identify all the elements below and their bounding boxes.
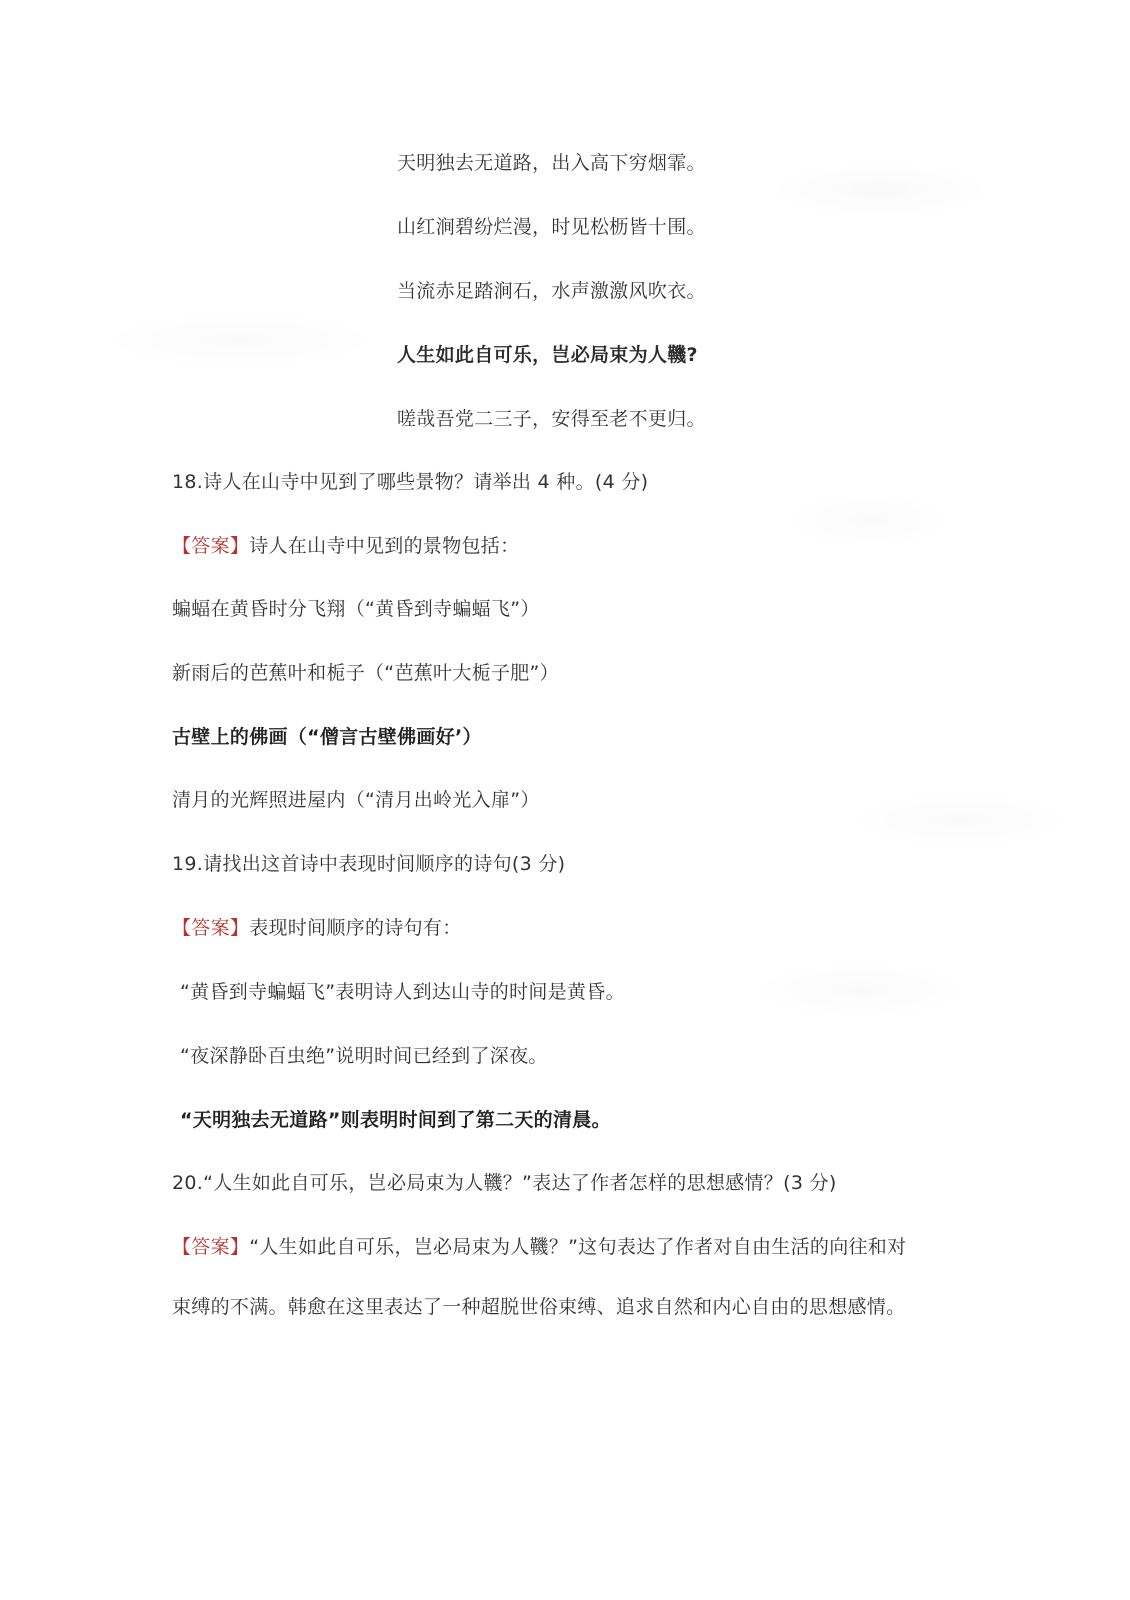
answer-text: 诗人在山寺中见到的景物包括： <box>249 535 520 557</box>
answer-tag: 【答案】 <box>172 917 250 939</box>
answer-18-item: 蝙蝠在黄昏时分飞翔（“黄昏到寺蝙蝠飞”） <box>172 598 540 620</box>
question-18: 18.诗人在山寺中见到了哪些景物？请举出 4 种。(4 分) <box>172 471 649 493</box>
poem-line: 人生如此自可乐，岂必局束为人鞿? <box>397 344 698 366</box>
answer-19-intro <box>172 915 462 941</box>
answer-text: 表现时间顺序的诗句有： <box>249 917 462 939</box>
answer-tag: 【答案】 <box>172 1236 250 1258</box>
poem-line: 天明独去无道路，出入高下穷烟霏。 <box>397 152 706 174</box>
answer-tag: 【答案】 <box>172 535 250 557</box>
answer-18-intro <box>172 533 519 559</box>
answer-18-item: 新雨后的芭蕉叶和栀子（“芭蕉叶大栀子肥”） <box>172 662 559 684</box>
question-19: 19.请找出这首诗中表现时间顺序的诗句(3 分) <box>172 853 566 875</box>
question-20: 20.“人生如此自可乐，岂必局束为人鞿？”表达了作者怎样的思想感情？(3 分) <box>172 1172 837 1194</box>
answer-20-line1 <box>172 1234 906 1260</box>
poem-line: 当流赤足踏涧石，水声激激风吹衣。 <box>397 280 706 302</box>
answer-text: “人生如此自可乐，岂必局束为人鞿？”这句表达了作者对自由生活的向往和对 <box>249 1236 907 1258</box>
answer-19-item: “夜深静卧百虫绝”说明时间已经到了深夜。 <box>180 1045 548 1067</box>
answer-19-item: “黄昏到寺蝙蝠飞”表明诗人到达山寺的时间是黄昏。 <box>180 981 625 1003</box>
answer-18-item: 古壁上的佛画（“僧言古壁佛画好’） <box>172 726 482 748</box>
answer-20-line2: 束缚的不满。韩愈在这里表达了一种超脱世俗束缚、追求自然和内心自由的思想感情。 <box>172 1296 906 1318</box>
answer-19-item: “天明独去无道路”则表明时间到了第二天的清晨。 <box>180 1109 611 1131</box>
poem-line: 山红涧碧纷烂漫，时见松枥皆十围。 <box>397 216 706 238</box>
answer-18-item: 清月的光辉照进屋内（“清月出岭光入扉”） <box>172 789 540 811</box>
poem-line: 嗟哉吾党二三子，安得至老不更归。 <box>397 408 706 430</box>
